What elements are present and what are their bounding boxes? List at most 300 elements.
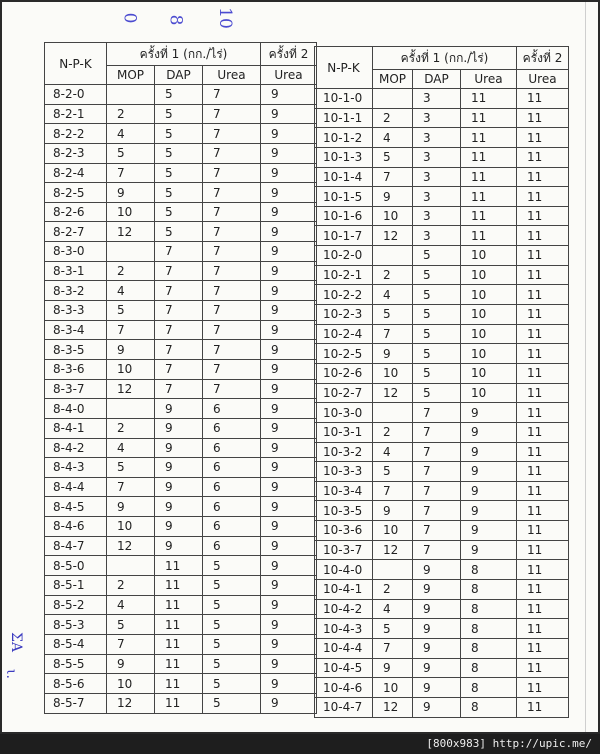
npk-cell: 10-1-7: [315, 226, 373, 246]
dap-cell: 7: [155, 261, 203, 281]
urea-cell: 5: [203, 556, 261, 576]
npk-cell: 10-3-5: [315, 501, 373, 521]
dap-cell: 11: [155, 634, 203, 654]
npk-cell: 10-2-2: [315, 285, 373, 305]
urea-cell: 10: [461, 363, 517, 383]
handwritten-mark: 0: [119, 12, 140, 24]
table-row: [315, 658, 569, 678]
mop-cell: 12: [373, 226, 413, 246]
urea-cell: 6: [203, 458, 261, 478]
urea-cell: 11: [461, 206, 517, 226]
npk-cell: 8-2-5: [45, 183, 107, 203]
dap-cell: 5: [413, 285, 461, 305]
mop-cell: 2: [373, 580, 413, 600]
dap-cell: 9: [155, 497, 203, 517]
npk-cell: 8-2-0: [45, 85, 107, 105]
table-row: [315, 187, 569, 207]
urea-second-cell: 11: [517, 619, 569, 639]
urea-second-cell: 11: [517, 481, 569, 501]
npk-cell: 8-5-6: [45, 674, 107, 694]
mop-cell: 4: [107, 595, 155, 615]
dap-cell: 5: [413, 383, 461, 403]
mop-cell: 7: [107, 320, 155, 340]
table-row: [315, 619, 569, 639]
npk-cell: 10-4-4: [315, 638, 373, 658]
urea-cell: 5: [203, 576, 261, 596]
mop-cell: 5: [107, 458, 155, 478]
mop-cell: 7: [373, 167, 413, 187]
urea-cell: 9: [461, 442, 517, 462]
mop-cell: 9: [373, 344, 413, 364]
table-row: [45, 202, 317, 222]
urea-cell: 7: [203, 163, 261, 183]
npk-cell: 10-3-1: [315, 422, 373, 442]
urea-second-cell: 9: [261, 124, 317, 144]
urea-second-cell: 11: [517, 403, 569, 423]
table-row: [45, 517, 317, 537]
table-row: [45, 693, 317, 713]
urea-second-cell: 11: [517, 560, 569, 580]
dap-cell: 5: [155, 163, 203, 183]
table-row: [45, 301, 317, 321]
table-row: [315, 128, 569, 148]
npk-cell: 10-4-5: [315, 658, 373, 678]
mop-cell: 9: [107, 340, 155, 360]
npk-cell: 10-2-6: [315, 363, 373, 383]
urea-second-cell: 9: [261, 143, 317, 163]
mop-cell: 2: [373, 108, 413, 128]
mop-cell: 12: [107, 693, 155, 713]
table-row: [315, 305, 569, 325]
dap-cell: 9: [155, 536, 203, 556]
urea-cell: 10: [461, 285, 517, 305]
urea-second-cell: 11: [517, 599, 569, 619]
urea-second-cell: 11: [517, 442, 569, 462]
table-row: [315, 501, 569, 521]
dap-cell: 7: [155, 242, 203, 262]
urea-second-cell: 11: [517, 206, 569, 226]
urea-second-cell: 11: [517, 108, 569, 128]
urea-cell: 6: [203, 438, 261, 458]
table-row: [315, 383, 569, 403]
mop-cell: 7: [107, 634, 155, 654]
dap-cell: 9: [155, 438, 203, 458]
npk-cell: 10-2-5: [315, 344, 373, 364]
table-row: [45, 85, 317, 105]
mop-cell: 10: [107, 517, 155, 537]
mop-cell: 12: [373, 697, 413, 717]
dap-cell: 7: [413, 501, 461, 521]
urea-second-cell: 9: [261, 654, 317, 674]
table-row: [315, 403, 569, 423]
npk-cell: 8-5-3: [45, 615, 107, 635]
npk-cell: 8-3-4: [45, 320, 107, 340]
table-row: [45, 556, 317, 576]
urea-cell: 6: [203, 536, 261, 556]
urea-cell: 11: [461, 187, 517, 207]
table-row: [315, 678, 569, 698]
dap-cell: 5: [413, 344, 461, 364]
npk-cell: 10-4-3: [315, 619, 373, 639]
urea-second-cell: 9: [261, 477, 317, 497]
npk-cell: 10-3-4: [315, 481, 373, 501]
dap-cell: 11: [155, 693, 203, 713]
urea-cell: 7: [203, 124, 261, 144]
table-row: [315, 580, 569, 600]
table-row: [45, 477, 317, 497]
urea-cell: 7: [203, 202, 261, 222]
urea-cell: 9: [461, 540, 517, 560]
table-row: [315, 226, 569, 246]
table-row: [315, 697, 569, 717]
table-row: [45, 379, 317, 399]
urea-cell: 5: [203, 674, 261, 694]
urea-cell: 11: [461, 128, 517, 148]
dap-cell: 5: [413, 246, 461, 266]
urea-second-cell: 9: [261, 674, 317, 694]
mop-cell: 2: [107, 576, 155, 596]
table-row: [315, 638, 569, 658]
urea-cell: 7: [203, 281, 261, 301]
urea-cell: 7: [203, 379, 261, 399]
npk-cell: 10-2-1: [315, 265, 373, 285]
urea-cell: 7: [203, 320, 261, 340]
npk-cell: 8-3-2: [45, 281, 107, 301]
mop-cell: 12: [373, 383, 413, 403]
urea-second-cell: 9: [261, 497, 317, 517]
urea-cell: 10: [461, 265, 517, 285]
table-row: [45, 438, 317, 458]
table-row: [315, 108, 569, 128]
dap-cell: 7: [155, 340, 203, 360]
npk-cell: 10-3-7: [315, 540, 373, 560]
npk-cell: 10-3-2: [315, 442, 373, 462]
urea-second-cell: 11: [517, 147, 569, 167]
dap-cell: 3: [413, 147, 461, 167]
urea-second-cell: 9: [261, 202, 317, 222]
urea-second-cell: 11: [517, 89, 569, 109]
mop-cell: 4: [107, 438, 155, 458]
urea-cell: 6: [203, 497, 261, 517]
mop-cell: [373, 89, 413, 109]
table-row: [45, 261, 317, 281]
npk-cell: 8-5-0: [45, 556, 107, 576]
urea-cell: 11: [461, 147, 517, 167]
urea-cell: 10: [461, 344, 517, 364]
urea-cell: 10: [461, 246, 517, 266]
urea-cell: 8: [461, 619, 517, 639]
dap-cell: 7: [413, 403, 461, 423]
urea-second-cell: 9: [261, 222, 317, 242]
urea-second-cell: 9: [261, 301, 317, 321]
mop-cell: 2: [373, 265, 413, 285]
urea-cell: 6: [203, 477, 261, 497]
npk-cell: 8-5-4: [45, 634, 107, 654]
urea-second-cell: 9: [261, 242, 317, 262]
urea-second-cell: 9: [261, 536, 317, 556]
header-urea: Urea: [203, 66, 261, 85]
urea-cell: 5: [203, 654, 261, 674]
table-row: [45, 595, 317, 615]
npk-cell: 8-2-7: [45, 222, 107, 242]
urea-second-cell: 9: [261, 634, 317, 654]
table-row: [315, 422, 569, 442]
header-second-application: ครั้งที่ 2: [261, 43, 317, 66]
urea-cell: 8: [461, 697, 517, 717]
urea-cell: 9: [461, 403, 517, 423]
dap-cell: 9: [413, 619, 461, 639]
header-mop: MOP: [373, 70, 413, 89]
table-row: [45, 183, 317, 203]
dap-cell: 7: [155, 320, 203, 340]
table-row: [315, 442, 569, 462]
table-row: [315, 540, 569, 560]
header-first-application: ครั้งที่ 1 (กก./ไร่): [373, 47, 517, 70]
dap-cell: 11: [155, 615, 203, 635]
npk-cell: 10-3-6: [315, 521, 373, 541]
npk-cell: 8-2-4: [45, 163, 107, 183]
urea-second-cell: 9: [261, 261, 317, 281]
npk-cell: 8-5-1: [45, 576, 107, 596]
dap-cell: 5: [155, 104, 203, 124]
table-row: [45, 458, 317, 478]
npk-cell: 10-4-2: [315, 599, 373, 619]
npk-cell: 10-4-0: [315, 560, 373, 580]
mop-cell: [373, 403, 413, 423]
mop-cell: 10: [373, 678, 413, 698]
npk-cell: 10-1-5: [315, 187, 373, 207]
urea-second-cell: 9: [261, 693, 317, 713]
mop-cell: 7: [107, 163, 155, 183]
table-row: [45, 576, 317, 596]
npk-cell: 8-4-5: [45, 497, 107, 517]
npk-cell: 8-5-2: [45, 595, 107, 615]
urea-cell: 8: [461, 580, 517, 600]
dap-cell: 5: [155, 143, 203, 163]
fertilizer-table-right: [314, 46, 569, 718]
npk-cell: 8-3-6: [45, 359, 107, 379]
urea-second-cell: 11: [517, 246, 569, 266]
urea-cell: 11: [461, 89, 517, 109]
table-row: [315, 521, 569, 541]
table-row: [45, 320, 317, 340]
urea-second-cell: 9: [261, 104, 317, 124]
mop-cell: 4: [373, 442, 413, 462]
npk-cell: 8-4-2: [45, 438, 107, 458]
npk-cell: 8-4-6: [45, 517, 107, 537]
npk-cell: 8-4-0: [45, 399, 107, 419]
dap-cell: 7: [155, 281, 203, 301]
table-row: [45, 359, 317, 379]
urea-cell: 11: [461, 108, 517, 128]
urea-cell: 6: [203, 418, 261, 438]
mop-cell: 10: [107, 674, 155, 694]
npk-cell: 8-3-1: [45, 261, 107, 281]
dap-cell: 5: [413, 305, 461, 325]
urea-second-cell: 9: [261, 281, 317, 301]
urea-second-cell: 11: [517, 128, 569, 148]
dap-cell: 7: [413, 540, 461, 560]
npk-cell: 8-4-1: [45, 418, 107, 438]
urea-second-cell: 11: [517, 265, 569, 285]
dap-cell: 7: [413, 422, 461, 442]
dap-cell: 9: [155, 517, 203, 537]
mop-cell: 12: [373, 540, 413, 560]
urea-cell: 9: [461, 501, 517, 521]
urea-second-cell: 11: [517, 521, 569, 541]
table-row: [315, 344, 569, 364]
npk-cell: 10-1-6: [315, 206, 373, 226]
npk-cell: 8-2-2: [45, 124, 107, 144]
urea-cell: 7: [203, 85, 261, 105]
dap-cell: 9: [413, 599, 461, 619]
mop-cell: 7: [373, 638, 413, 658]
urea-cell: 6: [203, 517, 261, 537]
npk-cell: 8-4-7: [45, 536, 107, 556]
mop-cell: 5: [373, 147, 413, 167]
npk-cell: 10-4-6: [315, 678, 373, 698]
npk-cell: 8-2-3: [45, 143, 107, 163]
dap-cell: 3: [413, 108, 461, 128]
table-row: [45, 281, 317, 301]
mop-cell: [107, 242, 155, 262]
urea-cell: 10: [461, 305, 517, 325]
mop-cell: 7: [107, 477, 155, 497]
mop-cell: 5: [107, 301, 155, 321]
urea-second-cell: 9: [261, 320, 317, 340]
dap-cell: 3: [413, 206, 461, 226]
urea-second-cell: 9: [261, 379, 317, 399]
dap-cell: 7: [155, 359, 203, 379]
mop-cell: 12: [107, 222, 155, 242]
mop-cell: 5: [373, 462, 413, 482]
header-urea: Urea: [461, 70, 517, 89]
header-first-application: ครั้งที่ 1 (กก./ไร่): [107, 43, 261, 66]
urea-cell: 9: [461, 422, 517, 442]
urea-second-cell: 9: [261, 183, 317, 203]
mop-cell: [107, 556, 155, 576]
handwritten-side-note: ΣΑ: [8, 631, 25, 653]
mop-cell: [107, 399, 155, 419]
npk-cell: 10-2-0: [315, 246, 373, 266]
npk-cell: 10-4-7: [315, 697, 373, 717]
dap-cell: 11: [155, 556, 203, 576]
mop-cell: 12: [107, 536, 155, 556]
dap-cell: 9: [155, 458, 203, 478]
scanned-page: [2, 2, 598, 732]
page-edge-line: [585, 2, 586, 732]
table-row: [45, 654, 317, 674]
urea-second-cell: 9: [261, 438, 317, 458]
urea-second-cell: 9: [261, 399, 317, 419]
urea-second-cell: 11: [517, 344, 569, 364]
urea-cell: 7: [203, 301, 261, 321]
mop-cell: 7: [373, 481, 413, 501]
handwritten-side-note: ι.: [2, 669, 19, 679]
urea-second-cell: 11: [517, 678, 569, 698]
table-row: [315, 363, 569, 383]
urea-second-cell: 11: [517, 187, 569, 207]
urea-second-cell: 9: [261, 556, 317, 576]
urea-second-cell: 9: [261, 576, 317, 596]
dap-cell: 11: [155, 674, 203, 694]
urea-second-cell: 9: [261, 517, 317, 537]
npk-cell: 8-3-0: [45, 242, 107, 262]
npk-cell: 8-2-6: [45, 202, 107, 222]
urea-cell: 7: [203, 242, 261, 262]
table-row: [45, 124, 317, 144]
dap-cell: 9: [413, 678, 461, 698]
urea-cell: 5: [203, 615, 261, 635]
urea-second-cell: 11: [517, 422, 569, 442]
npk-cell: 8-3-7: [45, 379, 107, 399]
table-row: [45, 399, 317, 419]
dap-cell: 5: [155, 183, 203, 203]
dap-cell: 11: [155, 595, 203, 615]
npk-cell: 10-4-1: [315, 580, 373, 600]
mop-cell: 2: [107, 261, 155, 281]
urea-second-cell: 11: [517, 540, 569, 560]
header-dap: DAP: [155, 66, 203, 85]
dap-cell: 5: [155, 124, 203, 144]
table-row: [315, 167, 569, 187]
mop-cell: 9: [107, 497, 155, 517]
dap-cell: 3: [413, 226, 461, 246]
urea-cell: 7: [203, 104, 261, 124]
header-urea-second: Urea: [517, 70, 569, 89]
urea-cell: 7: [203, 261, 261, 281]
urea-cell: 5: [203, 595, 261, 615]
image-caption: [800x983] http://upic.me/: [0, 734, 600, 754]
dap-cell: 11: [155, 654, 203, 674]
urea-second-cell: 11: [517, 383, 569, 403]
urea-cell: 5: [203, 693, 261, 713]
urea-cell: 7: [203, 359, 261, 379]
mop-cell: 10: [373, 206, 413, 226]
urea-cell: 10: [461, 324, 517, 344]
dap-cell: 5: [413, 265, 461, 285]
table-row: [315, 147, 569, 167]
table-row: [45, 418, 317, 438]
urea-second-cell: 9: [261, 163, 317, 183]
dap-cell: 3: [413, 89, 461, 109]
mop-cell: 4: [107, 124, 155, 144]
mop-cell: 2: [107, 104, 155, 124]
urea-second-cell: 9: [261, 595, 317, 615]
mop-cell: 5: [107, 143, 155, 163]
header-dap: DAP: [413, 70, 461, 89]
mop-cell: 5: [373, 305, 413, 325]
urea-cell: 9: [461, 481, 517, 501]
npk-cell: 8-3-5: [45, 340, 107, 360]
mop-cell: 4: [373, 599, 413, 619]
urea-cell: 7: [203, 222, 261, 242]
npk-cell: 10-1-1: [315, 108, 373, 128]
mop-cell: [373, 246, 413, 266]
mop-cell: 4: [373, 285, 413, 305]
table-row: [45, 163, 317, 183]
urea-second-cell: 11: [517, 658, 569, 678]
urea-cell: 10: [461, 383, 517, 403]
mop-cell: 10: [373, 521, 413, 541]
table-row: [315, 462, 569, 482]
table-row: [45, 497, 317, 517]
table-row: [315, 324, 569, 344]
dap-cell: 9: [155, 399, 203, 419]
urea-second-cell: 11: [517, 462, 569, 482]
urea-cell: 8: [461, 599, 517, 619]
dap-cell: 9: [155, 477, 203, 497]
